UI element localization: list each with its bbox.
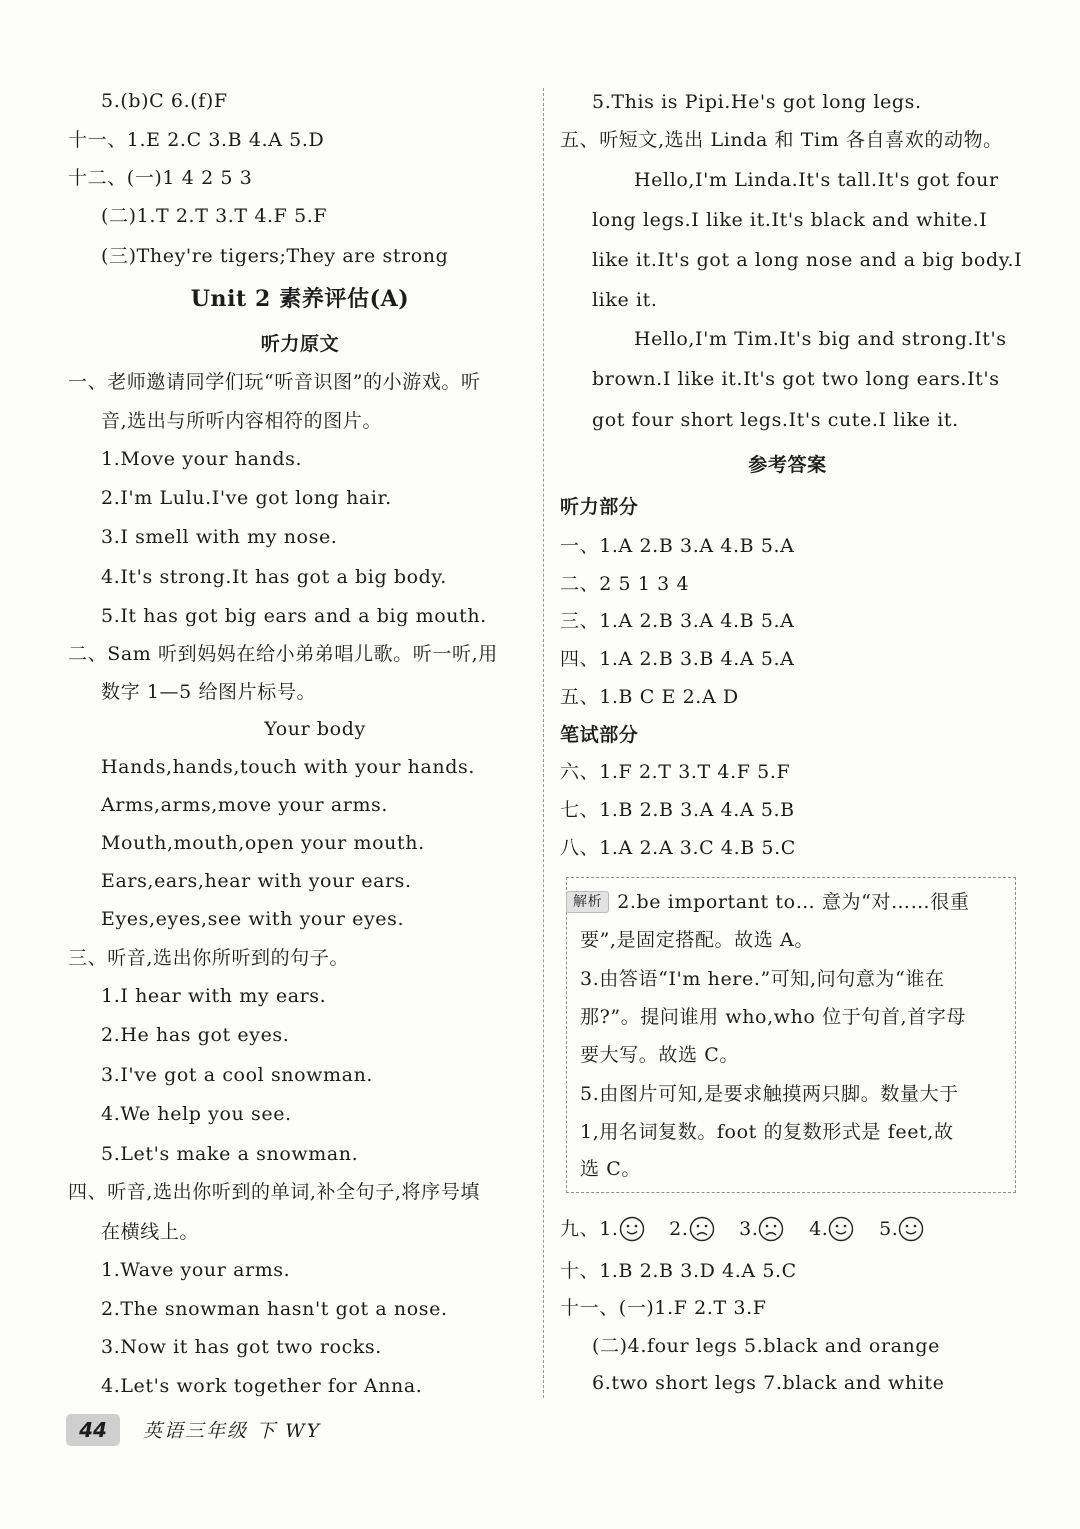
transcript-line: 5.It has got big ears and a big mouth. [101,605,487,627]
transcript-line: like it.It's got a long nose and a big body.I [592,249,1023,271]
transcript-line: 4.We help you see. [101,1103,292,1125]
transcript-line: like it. [592,289,658,311]
section-title: Unit 2 素养评估(A) [190,286,410,312]
answer-line: (三)They're tigers;They are strong [101,245,449,267]
transcript-line: Hello,I'm Tim.It's big and strong.It's [634,328,1007,350]
question-text: 一、老师邀请同学们玩“听音识图”的小游戏。听 [68,371,481,393]
question-text: 五、听短文,选出 Linda 和 Tim 各自喜欢的动物。 [560,129,1003,151]
analysis-text: 选 C。 [580,1158,641,1180]
answer-line: 6.two short legs 7.black and white [592,1372,945,1394]
face-answer-num: 1. [599,1218,619,1240]
analysis-text: 3.由答语“I'm here.”可知,问句意为“谁在 [580,968,945,990]
song-line: Arms,arms,move your arms. [101,794,389,816]
song-line: Mouth,mouth,open your mouth. [101,832,425,854]
face-answer-row [560,1216,924,1242]
answer-line: 十、1.B 2.B 3.D 4.A 5.C [560,1260,797,1282]
transcript-line: brown.I like it.It's got two long ears.It's [592,368,1000,390]
transcript-line: 5.Let's make a snowman. [101,1143,359,1165]
transcript-line: 1.Wave your arms. [101,1259,291,1281]
transcript-line: 4.Let's work together for Anna. [101,1375,423,1397]
transcript-heading: 听力原文 [260,333,340,355]
question-text: 四、听音,选出你听到的单词,补全句子,将序号填 [68,1181,480,1203]
transcript-line: 2.He has got eyes. [101,1024,290,1046]
analysis-text: 5.由图片可知,是要求触摸两只脚。数量大于 [580,1083,959,1105]
analysis-box [566,877,1016,1193]
answer-line: 七、1.B 2.B 3.A 4.A 5.B [560,799,795,821]
answer-line: 六、1.F 2.T 3.T 4.F 5.F [560,761,791,783]
writing-heading: 笔试部分 [560,724,639,746]
face-answer-num: 3. [739,1218,759,1240]
transcript-line: got four short legs.It's cute.I like it. [592,409,959,431]
face-answer-num: 5. [879,1218,899,1240]
answer-line: 三、1.A 2.B 3.A 4.B 5.A [560,610,795,632]
analysis-text: 1,用名词复数。foot 的复数形式是 feet,故 [580,1121,954,1143]
page-number: 44 [66,1414,120,1446]
question-text: 数字 1—5 给图片标号。 [101,681,317,703]
answer-line: 四、1.A 2.B 3.B 4.A 5.A [560,648,795,670]
answer-line: 一、1.A 2.B 3.A 4.B 5.A [560,535,795,557]
transcript-line: 3.I smell with my nose. [101,526,338,548]
transcript-line: 5.This is Pipi.He's got long legs. [592,91,922,113]
face-answer-num: 4. [809,1218,829,1240]
answer-line: 五、1.B C E 2.A D [560,686,739,708]
song-line: Ears,ears,hear with your ears. [101,870,412,892]
answer-line: 十一、(一)1.F 2.T 3.F [560,1297,767,1319]
face-answer-num: 2. [669,1218,689,1240]
answer-line: 十二、(一)1 4 2 5 3 [68,167,253,189]
transcript-line: 1.I hear with my ears. [101,985,327,1007]
question-text: 音,选出与所听内容相符的图片。 [101,410,383,432]
song-line: Eyes,eyes,see with your eyes. [101,908,405,930]
transcript-line: 1.Move your hands. [101,448,303,470]
analysis-text: 要”,是固定搭配。故选 A。 [580,929,814,951]
answer-line: (二)4.four legs 5.black and orange [592,1335,941,1357]
analysis-text: 那?”。提问谁用 who,who 位于句首,首字母 [580,1006,966,1028]
answer-line: 5.(b)C 6.(f)F [101,90,228,112]
song-line: Hands,hands,touch with your hands. [101,756,476,778]
column-divider [543,88,544,1398]
answer-line: 二、2 5 1 3 4 [560,573,690,595]
song-title: Your body [264,718,366,740]
answer-line: (二)1.T 2.T 3.T 4.F 5.F [101,205,328,227]
face-answer-prefix: 九、 [560,1218,600,1240]
sad-face-icon [758,1216,784,1242]
sad-face-icon [689,1216,715,1242]
transcript-line: 3.Now it has got two rocks. [101,1336,382,1358]
answer-line: 十一、1.E 2.C 3.B 4.A 5.D [68,129,325,151]
analysis-text: 要大写。故选 C。 [580,1044,739,1066]
transcript-line: 2.The snowman hasn't got a nose. [101,1298,448,1320]
book-info: 英语三年级 下 WY [143,1420,322,1442]
analysis-line-1 [566,889,969,915]
question-text: 在横线上。 [101,1221,200,1243]
transcript-line: long legs.I like it.It's black and white.I [592,209,988,231]
happy-face-icon [619,1216,645,1242]
analysis-tag: 解析 [566,891,609,913]
transcript-line: 4.It's strong.It has got a big body. [101,566,447,588]
listening-heading: 听力部分 [560,496,639,518]
happy-face-icon [898,1216,924,1242]
question-text: 二、Sam 听到妈妈在给小弟弟唱儿歌。听一听,用 [68,643,498,665]
question-text: 三、听音,选出你所听到的句子。 [68,947,350,969]
transcript-line: 2.I'm Lulu.I've got long hair. [101,487,392,509]
analysis-text: 2.be important to… 意为“对……很重 [617,891,970,913]
answers-heading: 参考答案 [748,454,827,476]
answer-line: 八、1.A 2.A 3.C 4.B 5.C [560,837,796,859]
happy-face-icon [828,1216,854,1242]
transcript-line: Hello,I'm Linda.It's tall.It's got four [634,169,999,191]
transcript-line: 3.I've got a cool snowman. [101,1064,374,1086]
